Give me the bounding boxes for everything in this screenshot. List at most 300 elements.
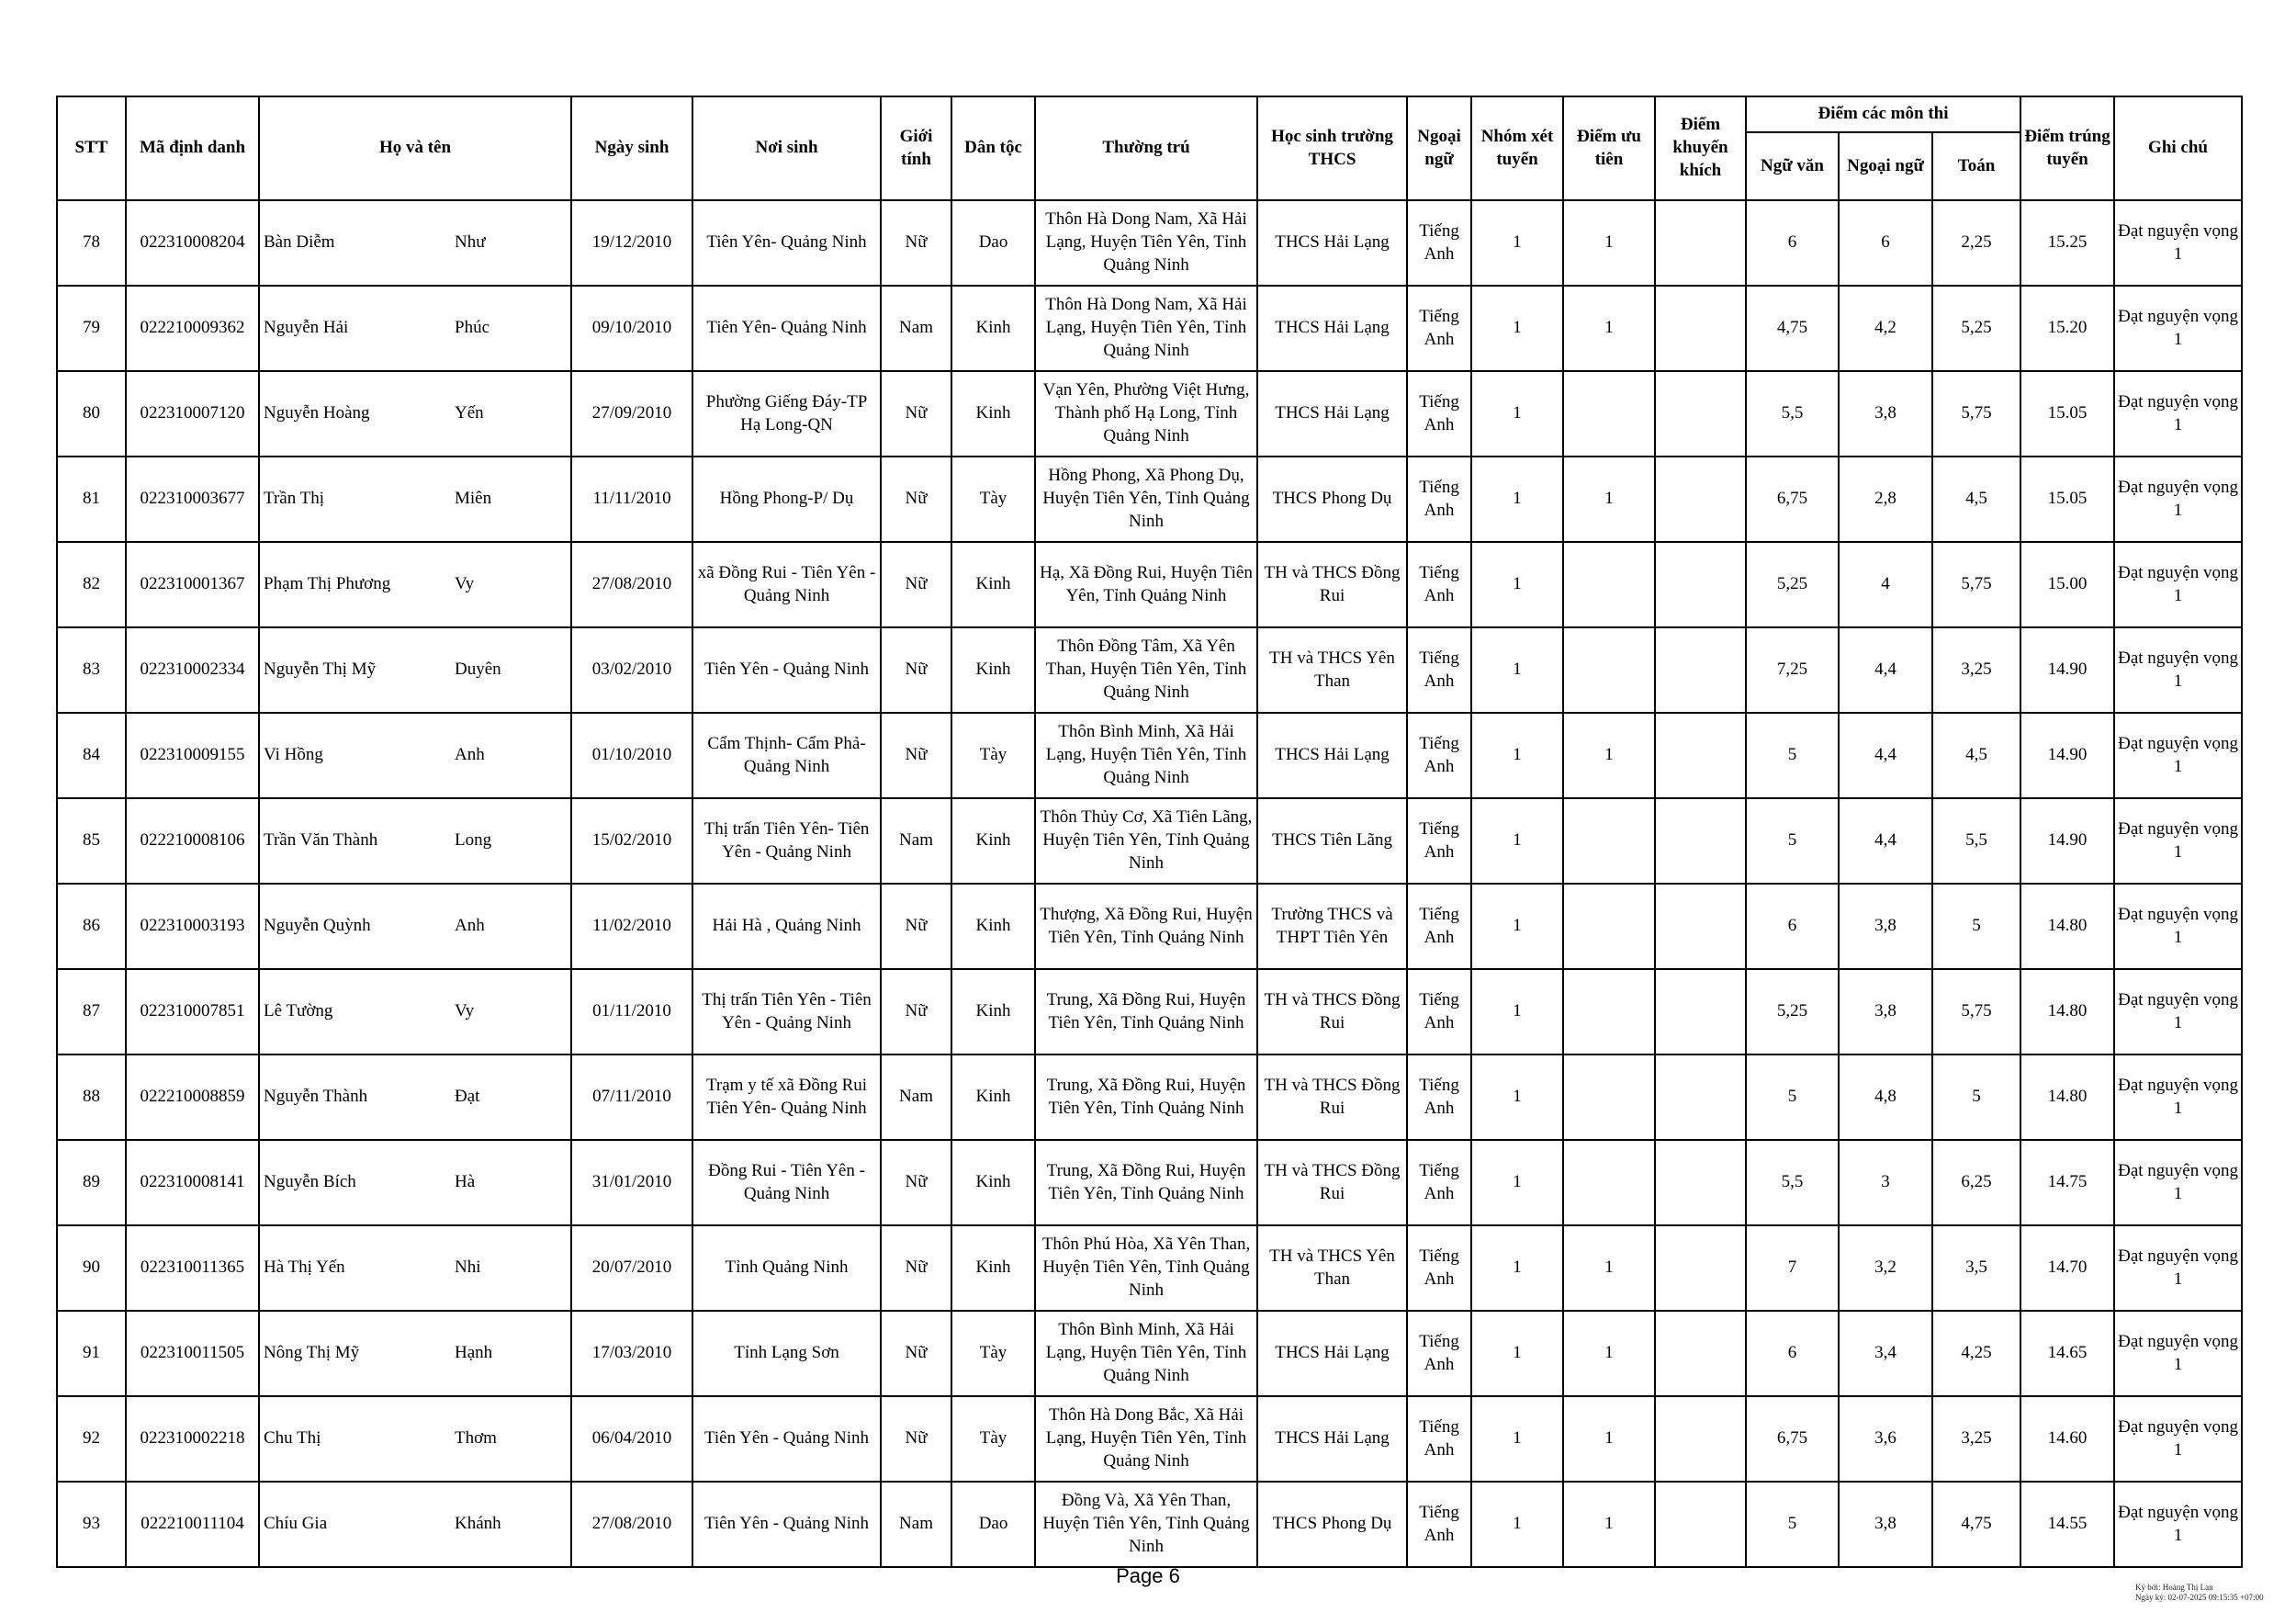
cell-id: 022310011365	[126, 1225, 259, 1311]
cell-id: 022310008204	[126, 200, 259, 286]
cell-birthplace: Tiên Yên- Quảng Ninh	[692, 286, 881, 371]
cell-stt: 93	[57, 1482, 126, 1567]
cell-literature: 7	[1746, 1225, 1839, 1311]
cell-school: THCS Hải Lạng	[1257, 1311, 1407, 1396]
signer-name: Ký bởi: Hoàng Thị Lan	[2135, 1583, 2213, 1592]
cell-residence: Thôn Bình Minh, Xã Hải Lạng, Huyện Tiên Yên, Tỉnh Quảng Ninh	[1035, 1311, 1257, 1396]
cell-group: 1	[1471, 542, 1563, 627]
cell-school: TH và THCS Đồng Rui	[1257, 542, 1407, 627]
cell-language: Tiếng Anh	[1407, 969, 1471, 1054]
col-group: Nhóm xét tuyển	[1471, 96, 1563, 200]
cell-language: Tiếng Anh	[1407, 1054, 1471, 1140]
cell-math: 5,75	[1932, 969, 2020, 1054]
cell-id: 022210008859	[126, 1054, 259, 1140]
cell-total: 14.80	[2020, 884, 2114, 969]
cell-residence: Thôn Hà Dong Nam, Xã Hải Lạng, Huyện Tiên Yên, Tỉnh Quảng Ninh	[1035, 286, 1257, 371]
cell-ethnicity: Kinh	[951, 798, 1035, 884]
cell-language: Tiếng Anh	[1407, 627, 1471, 713]
cell-ethnicity: Kinh	[951, 1054, 1035, 1140]
cell-priority	[1563, 798, 1655, 884]
cell-priority: 1	[1563, 286, 1655, 371]
cell-stt: 83	[57, 627, 126, 713]
cell-school: THCS Hải Lạng	[1257, 371, 1407, 457]
cell-stt: 87	[57, 969, 126, 1054]
cell-group: 1	[1471, 627, 1563, 713]
cell-literature: 6	[1746, 1311, 1839, 1396]
cell-foreign-language: 3,2	[1839, 1225, 1932, 1311]
col-birthplace: Nơi sinh	[692, 96, 881, 200]
cell-math: 4,75	[1932, 1482, 2020, 1567]
cell-dob: 03/02/2010	[571, 627, 692, 713]
cell-math: 3,25	[1932, 627, 2020, 713]
cell-note: Đạt nguyện vọng 1	[2114, 798, 2242, 884]
cell-priority	[1563, 627, 1655, 713]
cell-note: Đạt nguyện vọng 1	[2114, 969, 2242, 1054]
cell-ethnicity: Dao	[951, 1482, 1035, 1567]
cell-residence: Thôn Bình Minh, Xã Hải Lạng, Huyện Tiên Yên, Tỉnh Quảng Ninh	[1035, 713, 1257, 798]
cell-total: 14.90	[2020, 798, 2114, 884]
cell-note: Đạt nguyện vọng 1	[2114, 371, 2242, 457]
cell-priority: 1	[1563, 1225, 1655, 1311]
cell-literature: 5,5	[1746, 371, 1839, 457]
cell-name-last: Duyên	[449, 627, 571, 713]
cell-name-last: Vy	[449, 969, 571, 1054]
cell-literature: 7,25	[1746, 627, 1839, 713]
cell-total: 14.75	[2020, 1140, 2114, 1225]
cell-name-first: Nguyễn Quỳnh	[259, 884, 449, 969]
cell-school: Trường THCS và THPT Tiên Yên	[1257, 884, 1407, 969]
cell-group: 1	[1471, 1225, 1563, 1311]
cell-priority: 1	[1563, 1482, 1655, 1567]
cell-school: THCS Phong Dụ	[1257, 457, 1407, 542]
cell-literature: 5,5	[1746, 1140, 1839, 1225]
cell-id: 022210008106	[126, 798, 259, 884]
cell-ethnicity: Kinh	[951, 884, 1035, 969]
cell-dob: 17/03/2010	[571, 1311, 692, 1396]
cell-birthplace: Tỉnh Lạng Sơn	[692, 1311, 881, 1396]
cell-residence: Thượng, Xã Đồng Rui, Huyện Tiên Yên, Tỉnh Quảng Ninh	[1035, 884, 1257, 969]
table-row	[57, 1225, 2242, 1311]
cell-dob: 11/02/2010	[571, 884, 692, 969]
cell-gender: Nữ	[881, 1140, 951, 1225]
cell-gender: Nữ	[881, 200, 951, 286]
cell-birthplace: Cẩm Thịnh- Cẩm Phả-Quảng Ninh	[692, 713, 881, 798]
cell-stt: 88	[57, 1054, 126, 1140]
cell-note: Đạt nguyện vọng 1	[2114, 884, 2242, 969]
cell-residence: Thôn Phú Hòa, Xã Yên Than, Huyện Tiên Yên, Tỉnh Quảng Ninh	[1035, 1225, 1257, 1311]
cell-bonus	[1655, 1396, 1746, 1482]
cell-dob: 01/11/2010	[571, 969, 692, 1054]
cell-dob: 20/07/2010	[571, 1225, 692, 1311]
cell-group: 1	[1471, 798, 1563, 884]
cell-residence: Thôn Đồng Tâm, Xã Yên Than, Huyện Tiên Yên, Tỉnh Quảng Ninh	[1035, 627, 1257, 713]
table-row	[57, 1140, 2242, 1225]
cell-residence: Thôn Hà Dong Nam, Xã Hải Lạng, Huyện Tiên Yên, Tỉnh Quảng Ninh	[1035, 200, 1257, 286]
cell-ethnicity: Kinh	[951, 286, 1035, 371]
cell-math: 3,5	[1932, 1225, 2020, 1311]
cell-dob: 15/02/2010	[571, 798, 692, 884]
cell-math: 5,75	[1932, 371, 2020, 457]
cell-ethnicity: Kinh	[951, 371, 1035, 457]
cell-priority	[1563, 969, 1655, 1054]
col-subjects: Điểm các môn thi	[1746, 96, 2020, 132]
cell-stt: 85	[57, 798, 126, 884]
cell-math: 5,75	[1932, 542, 2020, 627]
cell-note: Đạt nguyện vọng 1	[2114, 1225, 2242, 1311]
table-row	[57, 627, 2242, 713]
cell-foreign-language: 3,8	[1839, 884, 1932, 969]
col-id: Mã định danh	[126, 96, 259, 200]
cell-foreign-language: 4,4	[1839, 627, 1932, 713]
cell-group: 1	[1471, 969, 1563, 1054]
cell-total: 14.80	[2020, 969, 2114, 1054]
cell-stt: 91	[57, 1311, 126, 1396]
cell-school: TH và THCS Đồng Rui	[1257, 969, 1407, 1054]
table-row	[57, 969, 2242, 1054]
cell-note: Đạt nguyện vọng 1	[2114, 1482, 2242, 1567]
cell-bonus	[1655, 713, 1746, 798]
cell-dob: 27/08/2010	[571, 542, 692, 627]
cell-priority	[1563, 1054, 1655, 1140]
cell-id: 022310007120	[126, 371, 259, 457]
cell-language: Tiếng Anh	[1407, 1225, 1471, 1311]
cell-group: 1	[1471, 200, 1563, 286]
cell-literature: 6,75	[1746, 457, 1839, 542]
cell-language: Tiếng Anh	[1407, 1311, 1471, 1396]
cell-foreign-language: 3,4	[1839, 1311, 1932, 1396]
cell-birthplace: Tiên Yên- Quảng Ninh	[692, 200, 881, 286]
cell-id: 022310002218	[126, 1396, 259, 1482]
cell-note: Đạt nguyện vọng 1	[2114, 286, 2242, 371]
cell-group: 1	[1471, 1054, 1563, 1140]
cell-bonus	[1655, 457, 1746, 542]
header-row	[57, 96, 2242, 132]
table-row	[57, 371, 2242, 457]
cell-id: 022210011104	[126, 1482, 259, 1567]
cell-name-last: Đạt	[449, 1054, 571, 1140]
table-row	[57, 1482, 2242, 1567]
cell-foreign-language: 4,4	[1839, 798, 1932, 884]
col-dob: Ngày sinh	[571, 96, 692, 200]
cell-foreign-language: 4	[1839, 542, 1932, 627]
page-number: Page 6	[1116, 1564, 1180, 1587]
cell-id: 022310001367	[126, 542, 259, 627]
cell-gender: Nữ	[881, 713, 951, 798]
cell-residence: Hồng Phong, Xã Phong Dụ, Huyện Tiên Yên, Tỉnh Quảng Ninh	[1035, 457, 1257, 542]
cell-math: 5	[1932, 884, 2020, 969]
cell-total: 14.55	[2020, 1482, 2114, 1567]
col-total: Điểm trúng tuyển	[2020, 96, 2114, 200]
cell-note: Đạt nguyện vọng 1	[2114, 200, 2242, 286]
cell-language: Tiếng Anh	[1407, 884, 1471, 969]
cell-name-first: Nguyễn Bích	[259, 1140, 449, 1225]
col-bonus: Điểm khuyến khích	[1655, 96, 1746, 200]
cell-residence: Vạn Yên, Phường Việt Hưng, Thành phố Hạ Long, Tỉnh Quảng Ninh	[1035, 371, 1257, 457]
cell-school: TH và THCS Yên Than	[1257, 1225, 1407, 1311]
cell-literature: 5	[1746, 1054, 1839, 1140]
cell-dob: 06/04/2010	[571, 1396, 692, 1482]
cell-name-first: Chíu Gia	[259, 1482, 449, 1567]
col-gender: Giới tính	[881, 96, 951, 200]
cell-birthplace: Hồng Phong-P/ Dụ	[692, 457, 881, 542]
cell-name-last: Khánh	[449, 1482, 571, 1567]
cell-math: 2,25	[1932, 200, 2020, 286]
cell-dob: 31/01/2010	[571, 1140, 692, 1225]
table-row	[57, 542, 2242, 627]
cell-bonus	[1655, 884, 1746, 969]
col-literature: Ngữ văn	[1746, 132, 1839, 200]
cell-note: Đạt nguyện vọng 1	[2114, 1054, 2242, 1140]
cell-birthplace: Tiên Yên - Quảng Ninh	[692, 627, 881, 713]
cell-name-last: Hạnh	[449, 1311, 571, 1396]
cell-foreign-language: 3,6	[1839, 1396, 1932, 1482]
cell-name-first: Nguyễn Hoàng	[259, 371, 449, 457]
col-foreign-language: Ngoại ngữ	[1839, 132, 1932, 200]
cell-birthplace: Tiên Yên - Quảng Ninh	[692, 1482, 881, 1567]
cell-stt: 86	[57, 884, 126, 969]
digital-signature	[2135, 1583, 2264, 1604]
cell-bonus	[1655, 1482, 1746, 1567]
cell-residence: Trung, Xã Đồng Rui, Huyện Tiên Yên, Tỉnh Quảng Ninh	[1035, 1140, 1257, 1225]
cell-stt: 84	[57, 713, 126, 798]
cell-foreign-language: 3	[1839, 1140, 1932, 1225]
cell-school: THCS Hải Lạng	[1257, 286, 1407, 371]
cell-school: TH và THCS Yên Than	[1257, 627, 1407, 713]
cell-priority: 1	[1563, 713, 1655, 798]
cell-name-last: Anh	[449, 884, 571, 969]
cell-language: Tiếng Anh	[1407, 1396, 1471, 1482]
cell-name-last: Miên	[449, 457, 571, 542]
cell-priority	[1563, 542, 1655, 627]
cell-literature: 5,25	[1746, 542, 1839, 627]
cell-language: Tiếng Anh	[1407, 457, 1471, 542]
cell-ethnicity: Tày	[951, 1311, 1035, 1396]
cell-residence: Thôn Thủy Cơ, Xã Tiên Lãng, Huyện Tiên Yên, Tỉnh Quảng Ninh	[1035, 798, 1257, 884]
cell-birthplace: Tiên Yên - Quảng Ninh	[692, 1396, 881, 1482]
cell-note: Đạt nguyện vọng 1	[2114, 713, 2242, 798]
cell-id: 022310002334	[126, 627, 259, 713]
cell-stt: 82	[57, 542, 126, 627]
cell-total: 14.60	[2020, 1396, 2114, 1482]
cell-math: 6,25	[1932, 1140, 2020, 1225]
cell-group: 1	[1471, 371, 1563, 457]
cell-ethnicity: Kinh	[951, 1140, 1035, 1225]
cell-ethnicity: Dao	[951, 200, 1035, 286]
table-row	[57, 200, 2242, 286]
cell-priority: 1	[1563, 1311, 1655, 1396]
cell-group: 1	[1471, 1482, 1563, 1567]
cell-foreign-language: 3,8	[1839, 969, 1932, 1054]
cell-gender: Nam	[881, 798, 951, 884]
cell-note: Đạt nguyện vọng 1	[2114, 1311, 2242, 1396]
col-school: Học sinh trường THCS	[1257, 96, 1407, 200]
cell-total: 14.80	[2020, 1054, 2114, 1140]
table-row	[57, 1311, 2242, 1396]
cell-total: 14.65	[2020, 1311, 2114, 1396]
cell-gender: Nữ	[881, 884, 951, 969]
cell-bonus	[1655, 542, 1746, 627]
cell-name-first: Nguyễn Thành	[259, 1054, 449, 1140]
cell-birthplace: Thị trấn Tiên Yên- Tiên Yên - Quảng Ninh	[692, 798, 881, 884]
cell-school: THCS Hải Lạng	[1257, 1396, 1407, 1482]
col-language: Ngoại ngữ	[1407, 96, 1471, 200]
cell-foreign-language: 4,2	[1839, 286, 1932, 371]
cell-residence: Thôn Hà Dong Bắc, Xã Hải Lạng, Huyện Tiên Yên, Tỉnh Quảng Ninh	[1035, 1396, 1257, 1482]
cell-stt: 89	[57, 1140, 126, 1225]
col-ethnicity: Dân tộc	[951, 96, 1035, 200]
cell-name-first: Lê Tường	[259, 969, 449, 1054]
cell-id: 022310011505	[126, 1311, 259, 1396]
cell-school: THCS Hải Lạng	[1257, 713, 1407, 798]
cell-name-last: Nhi	[449, 1225, 571, 1311]
cell-stt: 80	[57, 371, 126, 457]
cell-foreign-language: 4,8	[1839, 1054, 1932, 1140]
cell-literature: 6	[1746, 200, 1839, 286]
cell-total: 14.90	[2020, 627, 2114, 713]
cell-ethnicity: Tày	[951, 457, 1035, 542]
cell-gender: Nữ	[881, 1225, 951, 1311]
cell-foreign-language: 3,8	[1839, 1482, 1932, 1567]
cell-group: 1	[1471, 457, 1563, 542]
cell-bonus	[1655, 627, 1746, 713]
cell-literature: 5	[1746, 1482, 1839, 1567]
cell-school: THCS Hải Lạng	[1257, 200, 1407, 286]
cell-literature: 6,75	[1746, 1396, 1839, 1482]
cell-literature: 5	[1746, 798, 1839, 884]
cell-name-last: Hà	[449, 1140, 571, 1225]
cell-id: 022310009155	[126, 713, 259, 798]
cell-gender: Nam	[881, 1482, 951, 1567]
cell-birthplace: Đồng Rui - Tiên Yên - Quảng Ninh	[692, 1140, 881, 1225]
cell-language: Tiếng Anh	[1407, 371, 1471, 457]
cell-id: 022310003193	[126, 884, 259, 969]
cell-name-first: Vi Hồng	[259, 713, 449, 798]
table-row	[57, 1396, 2242, 1482]
cell-dob: 27/08/2010	[571, 1482, 692, 1567]
table-row	[57, 1054, 2242, 1140]
cell-bonus	[1655, 1054, 1746, 1140]
cell-name-first: Phạm Thị Phương	[259, 542, 449, 627]
cell-name-last: Yến	[449, 371, 571, 457]
table-row	[57, 884, 2242, 969]
cell-group: 1	[1471, 286, 1563, 371]
cell-name-last: Thơm	[449, 1396, 571, 1482]
cell-language: Tiếng Anh	[1407, 713, 1471, 798]
cell-gender: Nữ	[881, 627, 951, 713]
cell-birthplace: Hải Hà , Quảng Ninh	[692, 884, 881, 969]
col-math: Toán	[1932, 132, 2020, 200]
cell-priority	[1563, 371, 1655, 457]
cell-name-first: Nguyễn Thị Mỹ	[259, 627, 449, 713]
cell-dob: 07/11/2010	[571, 1054, 692, 1140]
cell-bonus	[1655, 1311, 1746, 1396]
cell-group: 1	[1471, 1140, 1563, 1225]
cell-name-first: Nguyễn Hải	[259, 286, 449, 371]
cell-birthplace: Trạm y tế xã Đồng Rui Tiên Yên- Quảng Ninh	[692, 1054, 881, 1140]
cell-ethnicity: Kinh	[951, 627, 1035, 713]
cell-ethnicity: Kinh	[951, 969, 1035, 1054]
admission-results-table	[56, 96, 2243, 1568]
cell-school: TH và THCS Đồng Rui	[1257, 1140, 1407, 1225]
cell-bonus	[1655, 200, 1746, 286]
cell-residence: Đồng Và, Xã Yên Than, Huyện Tiên Yên, Tỉnh Quảng Ninh	[1035, 1482, 1257, 1567]
cell-name-first: Nông Thị Mỹ	[259, 1311, 449, 1396]
cell-group: 1	[1471, 1311, 1563, 1396]
cell-dob: 01/10/2010	[571, 713, 692, 798]
cell-name-first: Hà Thị Yến	[259, 1225, 449, 1311]
col-note: Ghi chú	[2114, 96, 2242, 200]
cell-school: THCS Phong Dụ	[1257, 1482, 1407, 1567]
cell-dob: 27/09/2010	[571, 371, 692, 457]
cell-dob: 19/12/2010	[571, 200, 692, 286]
cell-total: 15.05	[2020, 457, 2114, 542]
cell-bonus	[1655, 969, 1746, 1054]
cell-dob: 09/10/2010	[571, 286, 692, 371]
cell-name-last: Như	[449, 200, 571, 286]
cell-priority: 1	[1563, 1396, 1655, 1482]
cell-math: 5	[1932, 1054, 2020, 1140]
cell-stt: 92	[57, 1396, 126, 1482]
cell-language: Tiếng Anh	[1407, 542, 1471, 627]
cell-note: Đạt nguyện vọng 1	[2114, 542, 2242, 627]
cell-language: Tiếng Anh	[1407, 286, 1471, 371]
cell-total: 14.70	[2020, 1225, 2114, 1311]
cell-gender: Nữ	[881, 969, 951, 1054]
cell-ethnicity: Tày	[951, 713, 1035, 798]
cell-name-last: Long	[449, 798, 571, 884]
cell-foreign-language: 3,8	[1839, 371, 1932, 457]
col-priority: Điểm ưu tiên	[1563, 96, 1655, 200]
cell-residence: Trung, Xã Đồng Rui, Huyện Tiên Yên, Tỉnh Quảng Ninh	[1035, 1054, 1257, 1140]
cell-gender: Nữ	[881, 542, 951, 627]
cell-math: 5,5	[1932, 798, 2020, 884]
cell-id: 022310003677	[126, 457, 259, 542]
table-row	[57, 286, 2242, 371]
cell-stt: 90	[57, 1225, 126, 1311]
cell-gender: Nam	[881, 286, 951, 371]
cell-birthplace: Tỉnh Quảng Ninh	[692, 1225, 881, 1311]
cell-group: 1	[1471, 1396, 1563, 1482]
cell-math: 4,25	[1932, 1311, 2020, 1396]
cell-group: 1	[1471, 713, 1563, 798]
cell-literature: 5	[1746, 713, 1839, 798]
cell-name-last: Phúc	[449, 286, 571, 371]
cell-language: Tiếng Anh	[1407, 798, 1471, 884]
cell-school: THCS Tiên Lãng	[1257, 798, 1407, 884]
cell-total: 15.25	[2020, 200, 2114, 286]
cell-birthplace: Phường Giếng Đáy-TP Hạ Long-QN	[692, 371, 881, 457]
cell-note: Đạt nguyện vọng 1	[2114, 457, 2242, 542]
table-row	[57, 713, 2242, 798]
table-row	[57, 798, 2242, 884]
cell-literature: 4,75	[1746, 286, 1839, 371]
cell-id: 022310007851	[126, 969, 259, 1054]
cell-residence: Trung, Xã Đồng Rui, Huyện Tiên Yên, Tỉnh Quảng Ninh	[1035, 969, 1257, 1054]
cell-foreign-language: 2,8	[1839, 457, 1932, 542]
cell-math: 4,5	[1932, 713, 2020, 798]
cell-residence: Hạ, Xã Đồng Rui, Huyện Tiên Yên, Tỉnh Quảng Ninh	[1035, 542, 1257, 627]
cell-foreign-language: 6	[1839, 200, 1932, 286]
cell-priority: 1	[1563, 200, 1655, 286]
cell-note: Đạt nguyện vọng 1	[2114, 627, 2242, 713]
cell-gender: Nữ	[881, 371, 951, 457]
col-residence: Thường trú	[1035, 96, 1257, 200]
cell-literature: 6	[1746, 884, 1839, 969]
cell-math: 3,25	[1932, 1396, 2020, 1482]
cell-ethnicity: Tày	[951, 1396, 1035, 1482]
cell-total: 15.00	[2020, 542, 2114, 627]
cell-name-last: Anh	[449, 713, 571, 798]
